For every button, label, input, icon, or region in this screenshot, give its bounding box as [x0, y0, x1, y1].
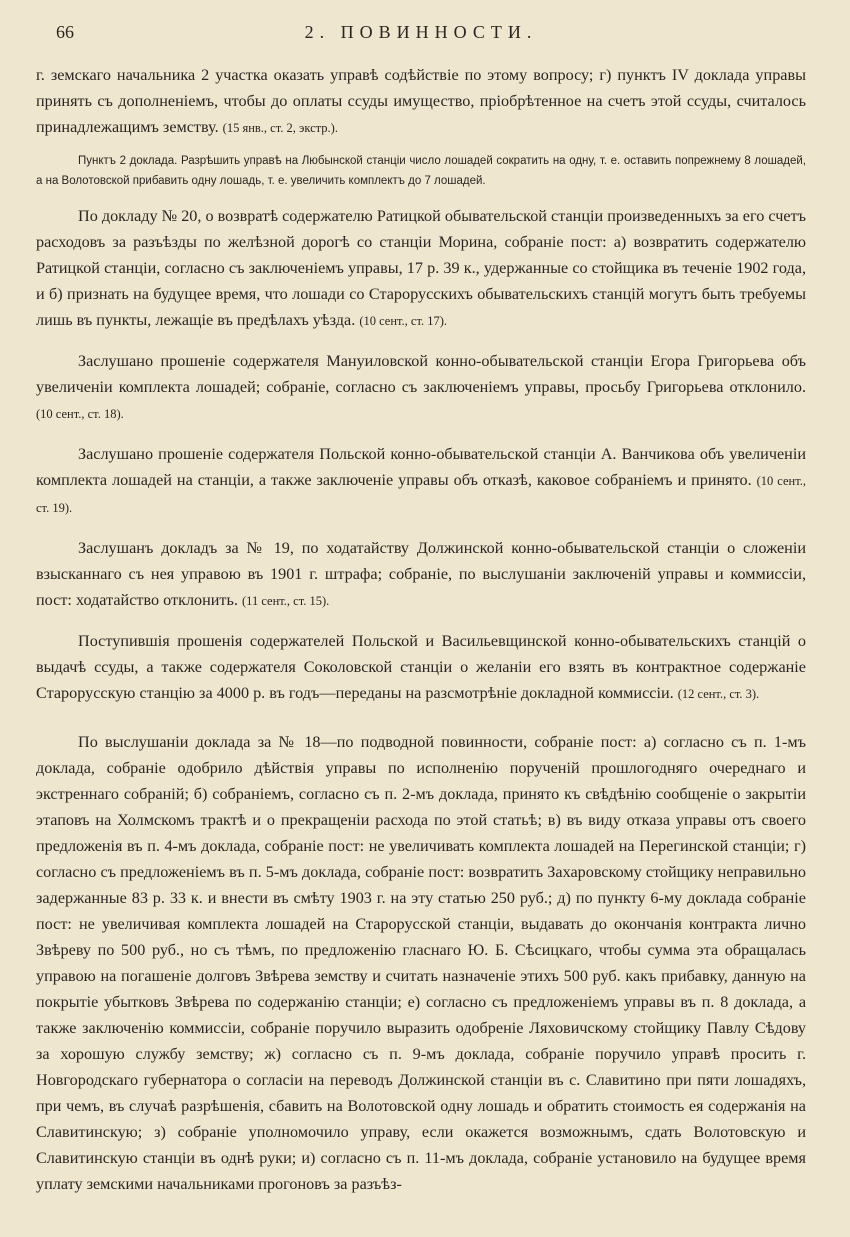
paragraph-report-18: По выслушаніи доклада за № 18—по подводной повинности, собраніе пост: а) согласно съ п. 1-мъ доклада, собраніе одобрило дѣйствія управы по исполненію порученій прошлогодняго очереднаго и экстреннаго собраній; б) собраніемъ, согласно съ п. 2-мъ доклада, принято къ свѣдѣнію сообщеніе о закрытіи этаповъ на Холмскомъ трактѣ и о прекращеніи расхода по этой статьѣ; в) въ виду отказа управы отъ своего предложенія въ п. 4-мъ доклада, собраніе пост: не увеличивать комплекта лошадей на Перегинской станціи; г) согласно съ предложеніемъ въ п. 5-мъ доклада, собраніе пост: возвратить Захаровскому стойщику неправильно задержанные 83 р. 33 к. и внести въ смѣту 1903 г. на эту статью 250 руб.; д) по пункту 6-му доклада собраніе пост: не увеличивая комплекта лошадей на Старорусской станціи, выдавать до окончанія контракта лично Звѣреву по 500 руб., но съ тѣмъ, по предложенію гласнаго Ю. Б. Сѣсицкаго, чтобы сумма эта обращалась управою на погашеніе долговъ Звѣрева земству и считать назначеніе этихъ 500 руб. какъ прибавку, данную на покрытіе убытковъ Звѣрева по содержанію станціи; е) согласно съ предложеніемъ управы въ п. 8 доклада, а также заключенію коммиссіи, собраніе поручило выразить одобреніе Ляховичскому стойщику Павлу Сѣдову за хорошую службу земству; ж) согласно съ п. 9-мъ доклада, собраніе поручило управѣ просить г. Новгородскаго губернатора о согласіи на переводъ Должинской станціи въ с. Славитино при пяти лошадяхъ, при чемъ, въ случаѣ разрѣшенія, сбавить на Волотовской одну лошадь и обратить стоимость ея содержанія на Славитинскую; з) собраніе уполномочило управу, если окажется возможнымъ, сдать Волотовскую и Славитинскую станціи въ однѣ руки; и) согласно съ п. 11-мъ доклада, собраніе установило на будущее время уплату земскими начальниками прогоновъ за разъѣз-	[36, 733, 806, 1193]
citation: (10 сент., ст. 18).	[36, 407, 124, 421]
paragraph-text: Заслушанъ докладъ за № 19, по ходатайству Должинской конно-обывательской станціи о сложеніи взысканнаго съ нея управою въ 1901 г. штрафа; собраніе, по выслушаніи заключеній управы и коммиссіи, пост: ходатайство отклонить.	[36, 539, 806, 609]
paragraph-polskaya	[36, 441, 806, 521]
citation: (10 сент., ст. 17).	[359, 314, 448, 328]
citation: (10 сент., ст. 19).	[36, 474, 807, 515]
paragraph-text: г. земскаго начальника 2 участка оказать управѣ содѣйствіе по этому вопросу; г) пунктъ IV доклада управы принять съ дополненіемъ, чтобы до оплаты ссуды имущество, пріобрѣтенное на счетъ этой ссуды, считалось принадлежащимъ земству.	[36, 66, 806, 136]
citation: (12 сент., ст. 3).	[677, 687, 760, 701]
footnote: Пунктъ 2 доклада. Разрѣшить управѣ на Любынской станціи число лошадей сократить на одну, т. е. оставить попрежнему 8 лошадей, а на Волотовской прибавить одну лошадь, т. е. увеличить комплектъ до 7 лошадей.	[36, 155, 806, 187]
page-number: 66	[56, 22, 74, 42]
paragraph-report-19	[36, 535, 806, 614]
paragraph-loans	[36, 628, 806, 707]
paragraph-continuation	[36, 62, 806, 141]
paragraph-text: Поступившія прошенія содержателей Польской и Васильевщинской конно-обывательскихъ станцій о выдачѣ ссуды, а также содержателя Соколовской станціи о желаніи его взять въ контрактное содержаніе Старорусскую станцію за 4000 р. въ годъ—переданы на разсмотрѣніе докладной коммиссіи.	[36, 632, 806, 702]
paragraph-text: По докладу № 20, о возвратѣ содержателю Ратицкой обывательской станціи произведенныхъ за его счетъ расходовъ за разъѣзды по желѣзной дорогѣ со станціи Морина, собраніе пост: а) возвратить содержателю Ратицкой станціи, согласно съ заключеніемъ управы, 17 р. 39 к., удержанные со стойщика въ теченіе 1902 года, и б) признать на будущее время, что лошади со Старорусскихъ обывательскихъ станцій могутъ быть требуемы лишь въ пункты, лежащіе въ предѣлахъ уѣзда.	[36, 207, 806, 329]
page-header	[36, 22, 806, 48]
paragraph-text: Заслушано прошеніе содержателя Польской конно-обывательской станціи А. Ванчикова объ увеличеніи комплекта лошадей на станціи, а также заключеніе управы объ отказѣ, каковое собраніемъ и принято.	[36, 445, 806, 489]
paragraph-text: Заслушано прошеніе содержателя Мануиловской конно-обывательской станціи Егора Григорьева объ увеличеніи комплекта лошадей; собраніе, согласно съ заключеніемъ управы, просьбу Григорьева отклонило.	[36, 352, 806, 396]
running-title: 2. ПОВИННОСТИ.	[304, 22, 538, 42]
citation: (11 сент., ст. 15).	[242, 594, 330, 608]
paragraph-manuilovskaya	[36, 348, 806, 427]
citation: (15 янв., ст. 2, экстр.).	[222, 121, 338, 135]
paragraph-report-20	[36, 203, 806, 334]
